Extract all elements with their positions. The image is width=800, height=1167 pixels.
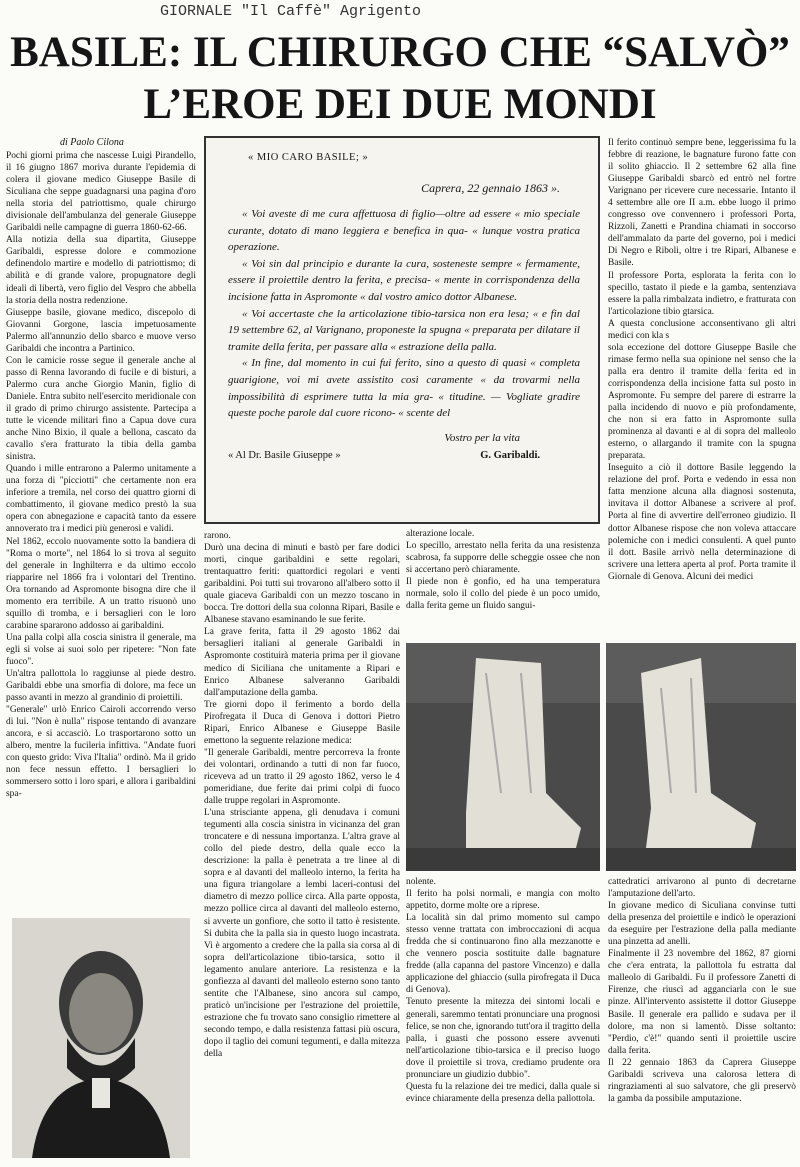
boot-photo-right <box>606 643 796 871</box>
paragraph: Questa fu la relazione dei tre medici, dalla quale si evince chiaramente della presenza della pallottola. <box>406 1081 600 1104</box>
paragraph: Il ferito ha polsi normali, e mangia con molto appetito, dorme molte ore a riprese. <box>406 889 600 912</box>
garibaldi-letter <box>204 136 600 524</box>
paragraph: Il 22 gennaio 1863 da Caprera Giuseppe Garibaldi scriveva una calorosa lettera di ringraziamenti al suo salvatore, che gli preservò la gamba da possibile amputazione. <box>608 1057 796 1104</box>
portrait-image <box>12 918 190 1158</box>
letter-opening: « MIO CARO BASILE; » <box>248 152 369 163</box>
byline: di Paolo Cilona <box>60 137 124 148</box>
paragraph: Finalmente il 23 novembre del 1862, 87 giorni che c'era entrata, la pallottola fu estratta dal malleolo di Garibaldi. Fu il professore Zanetti di Firenze, che riuscì ad agganciarla con le sue pinze. All'intervento assistette il dottor Giuseppe Basile. Il generale era pallido e sudava per il dolore, ma non si lamentò. Disse soltanto: "Perdio, c'è!" quando sentì il proiettile uscire dalla ferita. <box>608 949 796 1056</box>
paragraph: nolente. <box>406 877 436 887</box>
boot-image <box>606 643 796 871</box>
boot-image <box>406 643 600 871</box>
paragraph: A questa conclusione acconsentivano gli altri medici con kla s <box>608 318 796 341</box>
letter-addressee: « Al Dr. Basile Giuseppe » <box>228 449 341 461</box>
paragraph: Tre giorni dopo il ferimento a bordo della Pirofregata il Duca di Genova i dottori Pietro Ripari, Enrico Albanese e Giuseppe Basile emettono la seguente relazione medica: <box>204 699 400 746</box>
paragraph: "Il generale Garibaldi, mentre percorreva la fronte dei volontari, ordinando a tutti di non far fuoco, riceveva ad un tratto il 29 agosto 1862, verso le 4 pomeridiane, due ferite dai primi colpi di fuoco dalle truppe regolari in Aspromonte. <box>204 747 400 807</box>
paragraph: sola eccezione del dottore Giuseppe Basile che rimase fermo nella sua opinione nel senso che la palla era dentro il tramite della ferita ed in corrispondenza della incisione fatta sul posto in Aspromonte. Fu sempre del parere di estrarre la palla incidendo di nuovo e più profondamente, che non si era fatto in Aspromonte sulla prominenza al davanti e al di sopra del malleolo esterno, o allargando il tramite con la spugna preparata. <box>608 342 796 462</box>
paragraph: L'una strisciante appena, gli denudava i comuni tegumenti alla coscia sinistra in vicinanza del gran troncatere e di nessuna importanza. L'altra grave al collo del piede destro, della quale ecco la descrizione: la palla è penetrata a tre linee al di sopra e al davanti del malleolo interno, la ferita ha una figura triangolare a lembi laceri-contusi del diametro di mezzo pollice circa. Alla parte opposta, mezzo pollice circa al davanti del malleolo esterno, si avverte un gonfiore, che sotto il tatto è resistente. Si dubita che la palla sia in questo luogo incastrata. Vi è argomento a credere che la palla sia corsa al di sopra dell'articolazione tibio-tarsica, sotto il legamento anulare anteriore. La resistenza e la gonfiezza al davanti del malleolo esterno sono tanto sentite che l'Albanese, sino ancora sul campo, praticò un'incisione per l'estrazione del proiettile, estrazione che fu trovato sano consiglio rimettere al secondo tempo, e dalla resistenza fattasi più oscura, dopo il taglio dei comuni tegumenti, e dalla mitezza della <box>204 808 400 1060</box>
letter-date: Caprera, 22 gennaio 1863 ». <box>421 181 560 195</box>
boot-photo-left <box>406 643 600 871</box>
paragraph: "Generale" urlò Enrico Cairoli accorrendo verso di lui. "Non è nulla" rispose tentando di avanzare ancora, e si accasciò. Lo trasportarono sotto un albero, mentre la fucileria infittiva. "Andate fuori con questo grido: Viva l'Italia" ordinò. Ma il grido non fece nessun effetto. I bersaglieri lo sommersero sotto i loro spari, e allora i garibaldini spa- <box>6 705 196 800</box>
letter-paragraph: « Voi aveste di me cura affettuosa di figlio—oltre ad essere « mio speciale curante, dotato di mano leggiera e benefica in qua- « lunque vostra pratica operazione. <box>228 208 580 254</box>
paragraph: In giovane medico di Siculiana convinse tutti della presenza del proiettile e indicò le operazioni da eseguire per l'estrazione della palla mediante una pinzetta ad anelli. <box>608 901 796 948</box>
paragraph: La località sin dal primo momento sul campo stesso venne trattata con imbroccazioni di acqua fredda che si continuarono fino alla mezzanotte e che vennero poscia sostituite dalle bagnature fredde (alla capanna del pastore Vincenzo) e dalla applicazione del ghiaccio (sulla pirofregata il Duca di Genova). <box>406 913 600 996</box>
column-2 <box>204 530 400 1160</box>
letter-paragraph: « Voi accertaste che la articolazione tibio-tarsica non era lesa; « e fin dal 19 settembre 62, al Varignano, proponeste la spugna « preparata per dilatare il tramite della ferita, per passare alla « estrazione della palla. <box>228 307 580 353</box>
column-1 <box>6 150 196 920</box>
paragraph: cattedratici arrivarono al punto di decretarne l'amputazione dell'arto. <box>608 877 796 900</box>
letter-paragraph: « Voi sin dal principio e durante la cura, sosteneste sempre « fermamente, essere il proiettile dentro la ferita, e precisa- « mente in corrispondenza della incisione fatta in Aspromonte « dal vostro amico dottor Albanese. <box>228 257 580 303</box>
column-3-top <box>406 528 600 638</box>
paragraph: Con le camicie rosse segue il generale anche al passo di Renna lavorando di fucile e di bisturi, a Palermo cura anche Giorgio Manin, figlio di Daniele. Entra subito nell'esercito meridionale con il grado di primo chirurgo assistente. Partecipa a tutte le vicende militari fino a Capua dove cura anche Nino Bixio, il quale a bellona, cascato da cavallo s'era fratturato la tibia della gamba sinistra. <box>6 355 196 463</box>
paragraph: Nel 1862, eccolo nuovamente sotto la bandiera di "Roma o morte", nel 1864 lo si trova al seguito del generale in Inghilterra e da ultimo eccolo riapparire nel 1866 fra i volontari del Trentino. Ora tornando ad Aspromonte bisogna dire che il momento era terribile. A un tratto risuonò uno squillo di tromba, e i bersaglieri con le loro carabine spararono addosso ai garibaldini. <box>6 536 196 631</box>
paragraph: Inseguito a ciò il dottore Basile leggendo la relazione del prof. Porta e vedendo in essa non fatta menzione alcuna alla diagnosi sostenuta, invitava il dottor Albanese a scrivere al prof. Porta al fine di avvertire dell'erroneo giudizio. Il dottor Albanese rispose che non voleva attaccare polemiche con i medici consulenti. A quel punto il dott. Basile arrivò nella determinazione di scrivere una lettera aperta al prof. Porta tramite il Giornale di Genova. Alcuni dei medici <box>608 463 796 582</box>
paragraph: Una palla colpì alla coscia sinistra il generale, ma egli si volse ai suoi solo per ripetere: "Non fate fuoco". <box>6 632 196 667</box>
paragraph: Alla notizia della sua dipartita, Giuseppe Garibaldi, espresse dolore e commozione definendolo martire e modello di patriottismo; di abilità e di grande valore, propugnatore degli ideali di libertà, vero figlio del Vespro che abbella la storia della nostra redenzione. <box>6 235 196 306</box>
paragraph: Il ferito continuò sempre bene, leggerissima fu la febbre di reazione, le bagnature furono fatte con il solito ghiaccio. Il 2 settembre 62 alla fine Giuseppe Garibaldi sbarcò ed entrò nel fortre Varignano per ricevere cure necessarie. Intanto il 4 settembre alle ore II a.m. ebbe luogo il primo congresso ove convennero i professori Porta, Rizzoli, Zanetti e Prandina chiamati in soccorso dell'ammalato da parte del governo, poi i medici Di Negro e Riboli, oltre i tre Ripari, Albanese e Basile. <box>608 138 796 269</box>
headline-line-2: L’EROE DEI DUE MONDI <box>143 81 657 128</box>
paragraph: La grave ferita, fatta il 29 agosto 1862 dai bersaglieri italiani al generale Garibaldi in Aspromonte costituirà materia prima per il giovane medico di Siciliana che unitamente a Ripari e Enrico Albanese salveranno Garibaldi dall'amputazione della gamba. <box>204 627 400 698</box>
paragraph: Giuseppe basile, giovane medico, discepolo di Giovanni Gorgone, lascia impetuosamente Palermo all'annunzio dello sbarco e muove verso Garibaldi che incontra a Partinico. <box>6 307 196 354</box>
letter-closing: Vostro per la vita <box>444 431 520 444</box>
paragraph: Tenuto presente la mitezza dei sintomi locali e generali, saremmo tentati pronunciare una prognosi felice, se non che, ignorando tutt'ora il tragitto della palla, i guasti che possono essere avvenuti nell'articolazione tibio-tarsica e il preciso luogo dove il proiettile si trova, crediamo prudente ora pronunciare un giudizio dubbio". <box>406 997 600 1080</box>
paragraph: alterazione locale. <box>406 529 475 539</box>
column-4-bottom <box>608 876 796 1161</box>
column-3-bottom <box>406 876 600 1161</box>
paragraph: Lo specillo, arrestato nella ferita da una resistenza scabrosa, fa supporre delle scheggie ossee che non si accertano però chiaramente. <box>406 541 600 576</box>
paragraph: rarono. <box>204 531 231 541</box>
paragraph: Un'altra pallottola lo raggiunse al piede destro. Garibaldi ebbe una smorfia di dolore, ma fece un passo avanti in mezzo al grandinio di proiettili. <box>6 669 196 704</box>
letter-paragraph: « In fine, dal momento in cui fui ferito, sino a questo di quasi « completa guarigione, voi mi avete assistito così caramente « da trovarmi nella impossibilità di esprimere tutta la mia gra- « titudine. — Vogliate gradire queste poche parole dal cuore ricono- « scente del <box>228 357 580 420</box>
newspaper-source: GIORNALE "Il Caffè" Agrigento <box>160 3 422 20</box>
paragraph: Il piede non è gonfio, ed ha una temperatura normale, solo il collo del piede è un poco umido, dalla ferita geme un fluido sangui- <box>406 577 600 612</box>
portrait-photo <box>12 918 190 1158</box>
paragraph: Quando i mille entrarono a Palermo unitamente a una forza di "picciotti" che certamente non era inferiore a tremila, nel corso dei quattro giorni di combattimento, il giovane medico prestò la sua opera con abnegazione e capacità tanto da essere annoverato tra i medici più generosi e validi. <box>6 464 196 535</box>
column-4 <box>608 137 796 639</box>
headline-line-1: BASILE: IL CHIRURGO CHE “SALVÒ” <box>10 29 790 76</box>
paragraph: Pochi giorni prima che nascesse Luigi Pirandello, il 16 giugno 1867 moriva durante l'epidemia di colera il giovane medico Giuseppe Basile di Siculiana che seppe guadagnarsi una pagina d'oro nella storia del patriottismo, quale chirurgo divisionale dell'ambulanza del generale Giuseppe Garibaldi nelle campagne di guerra 1860-62-66. <box>6 151 196 234</box>
letter-signature: G. Garibaldi. <box>480 449 540 461</box>
paragraph: Il professore Porta, esplorata la ferita con lo specillo, tastato il piede e la gamba, sentenziava essere la palla rimbalzata indietro, e fratturata con l'articolazione tibio gtarsica. <box>608 270 796 317</box>
paragraph: Durò una decina di minuti e bastò per fare dodici morti, cinque garibaldini e sette regolari, trentaquattro feriti: quattordici regolari e venti garibaldini. Poi tutti sui trovarono all'albero sotto il quale giaceva Garibaldi con un mezzo toscano in bocca. Tre dottori della sua colonna Ripari, Basile e Albanese stavano esaminando le sue ferite. <box>204 543 400 626</box>
